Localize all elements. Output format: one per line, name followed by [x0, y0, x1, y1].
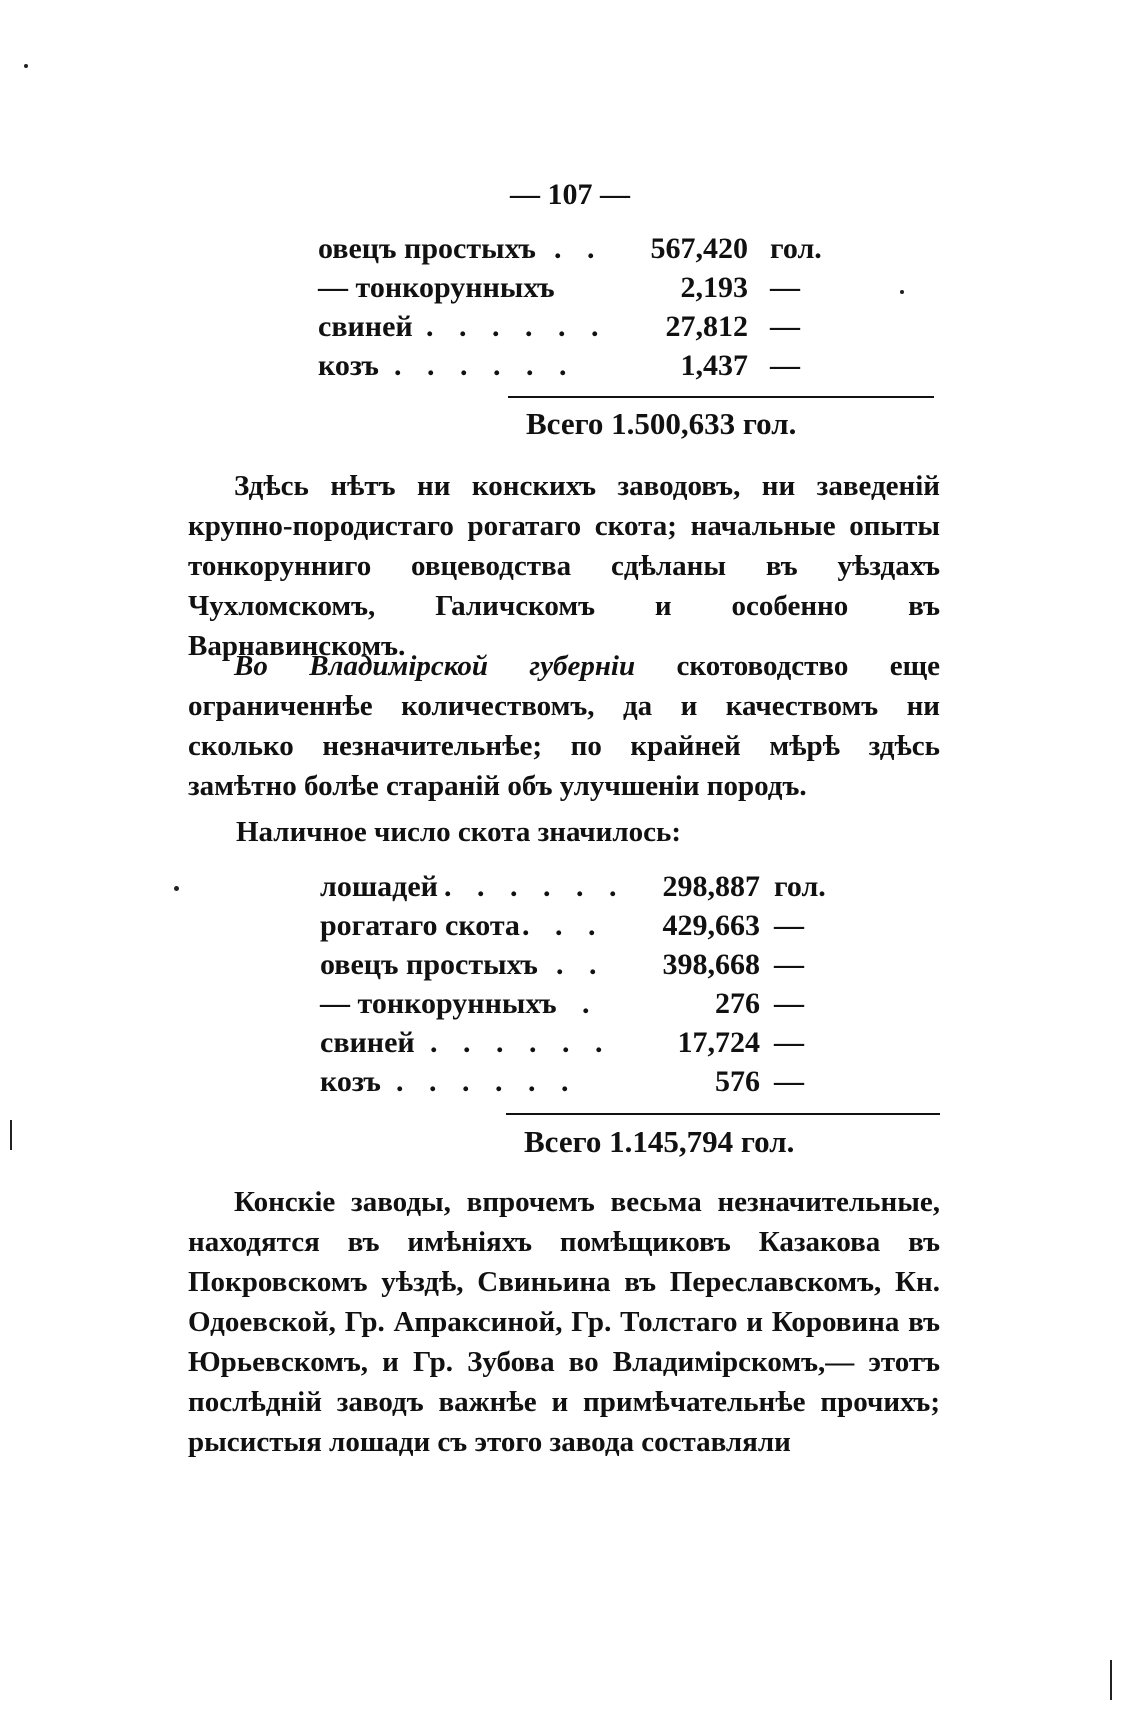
row-value: 398,668: [662, 948, 760, 981]
row-label: овецъ простыхъ: [318, 232, 536, 265]
row-label: козъ: [320, 1065, 381, 1098]
row-dots: . .: [554, 232, 604, 265]
row-value: 576: [715, 1065, 760, 1098]
row-label: козъ: [318, 349, 379, 382]
row-unit: —: [770, 310, 800, 343]
paragraph-1-text: Здѣсь нѣтъ ни конскихъ заводовъ, ни заведеній крупно-породистаго рогатаго скота; начальные опыты тонкорунниго овцеводства сдѣланы въ уѣздахъ Чухломскомъ, Галичскомъ и особенно въ Варнавинскомъ.: [188, 470, 940, 662]
row-value: 17,724: [677, 1026, 760, 1059]
table-row: [320, 987, 840, 1026]
row-label: лошадей: [320, 870, 438, 903]
table2-total: Всего 1.145,794 гол.: [524, 1124, 795, 1159]
row-value: 27,812: [665, 310, 748, 343]
row-label: — тонкорунныхъ: [320, 987, 557, 1020]
livestock-table-1: [318, 232, 838, 388]
paragraph-2-italic: Во Владимірской губерніи: [234, 650, 636, 682]
row-label: овецъ простыхъ: [320, 948, 538, 981]
row-value: 429,663: [662, 909, 760, 942]
paragraph-2: [188, 646, 940, 806]
table-row: [318, 310, 838, 349]
page-number: — 107 —: [510, 178, 630, 211]
table-row: [320, 948, 840, 987]
paragraph-3: [188, 1182, 940, 1462]
row-unit: —: [774, 948, 804, 981]
row-unit: гол.: [770, 232, 822, 265]
paragraph-3-text: Конскіе заводы, впрочемъ весьма незначительные, находятся въ имѣніяхъ помѣщиковъ Казакова въ Покровскомъ уѣздѣ, Свиньина въ Переславскомъ, Кн. Одоевской, Гр. Апраксиной, Гр. Толстаго и Коровина въ Юрьевскомъ, и Гр. Зубова во Владимірскомъ,— этотъ послѣдній заводъ важнѣе и примѣчательнѣе прочихъ; рысистыя лошади съ этого завода составляли: [188, 1186, 940, 1458]
row-value: 1,437: [680, 349, 748, 382]
table-row: [320, 909, 840, 948]
row-dots: . . . . . .: [394, 349, 576, 382]
row-dots: . . . . . .: [396, 1065, 578, 1098]
row-unit: —: [774, 1065, 804, 1098]
row-value: 2,193: [680, 271, 748, 304]
row-dots: . . .: [522, 909, 605, 942]
row-value: 298,887: [662, 870, 760, 903]
sum-rule: [508, 396, 934, 398]
scan-speck: [174, 886, 179, 891]
scan-speck: [10, 1120, 12, 1150]
scan-speck: [900, 290, 904, 294]
table-row: [320, 870, 840, 909]
section-heading: Наличное число скота значилось:: [236, 816, 681, 848]
row-label: рогатаго скота: [320, 909, 520, 942]
paragraph-1: [188, 466, 940, 666]
row-unit: —: [774, 1026, 804, 1059]
row-unit: —: [774, 909, 804, 942]
table-row: [318, 271, 838, 310]
table-row: [320, 1026, 840, 1065]
row-dots: . . . . . .: [426, 310, 608, 343]
scan-speck: [24, 64, 28, 68]
scan-speck: [1110, 1660, 1112, 1700]
row-unit: —: [774, 987, 804, 1020]
sum-rule: [506, 1113, 940, 1115]
row-unit: гол.: [774, 870, 826, 903]
row-dots: . . . . . .: [430, 1026, 612, 1059]
row-unit: —: [770, 349, 800, 382]
row-value: 567,420: [650, 232, 748, 265]
row-label: свиней: [320, 1026, 415, 1059]
row-label: — тонкорунныхъ: [318, 271, 555, 304]
row-dots: . .: [556, 948, 606, 981]
row-dots: .: [582, 987, 599, 1020]
table-row: [318, 349, 838, 388]
paragraph-2-text: скотоводство еще ограниченнѣе количествомъ, да и качествомъ ни сколько незначительнѣе; по крайней мѣрѣ здѣсь замѣтно болѣе стараній объ улучшеніи породъ.: [188, 650, 940, 802]
table-row: [320, 1065, 840, 1104]
table-row: [318, 232, 838, 271]
livestock-table-2: [320, 870, 840, 1104]
row-unit: —: [770, 271, 800, 304]
row-dots: . . . . . .: [444, 870, 626, 903]
row-value: 276: [715, 987, 760, 1020]
row-label: свиней: [318, 310, 413, 343]
table1-total: Всего 1.500,633 гол.: [526, 406, 797, 441]
